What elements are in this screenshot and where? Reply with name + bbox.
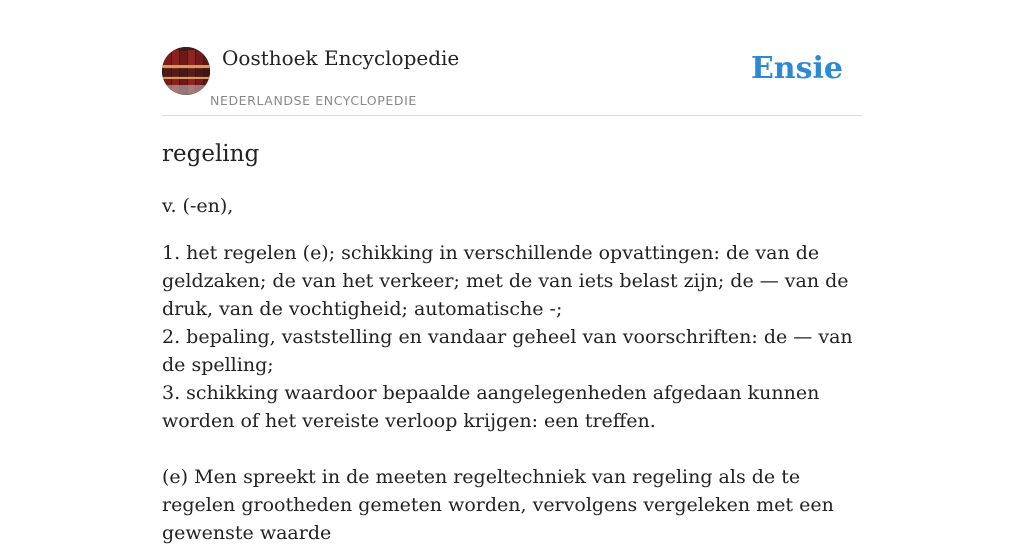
brand-logo-link[interactable]: Ensie [750, 51, 843, 86]
entry-title: regeling [162, 141, 260, 167]
entry-grammar: v. (-en), [162, 195, 234, 217]
site-subtitle: NEDERLANDSE ENCYCLOPEDIE [210, 93, 417, 108]
definition-1: 1. het regelen (e); schikking in verschillende opvattingen: de van de geldzaken; de van het verkeer; met de van iets belast zijn; de — van de druk, van de vochtigheid; automatische -; [162, 242, 849, 320]
entry-note: (e) Men spreekt in de meeten regeltechniek van regeling als de te regelen grootheden gemeten worden, vervolgens vergeleken met een gewenste waarde [162, 466, 834, 544]
site-title-link[interactable]: Oosthoek Encyclopedie [222, 46, 460, 70]
site-header [162, 0, 862, 116]
encyclopedia-books-icon[interactable] [162, 47, 210, 95]
page [162, 0, 862, 544]
definition-2: 2. bepaling, vaststelling en vandaar geheel van voorschriften: de — van de spelling; [162, 326, 853, 376]
definition-3: 3. schikking waardoor bepaalde aangelegenheden afgedaan kunnen worden of het vereiste verloop krijgen: een treffen. [162, 382, 820, 432]
paragraph-spacer [162, 435, 862, 463]
entry-content [162, 239, 862, 547]
